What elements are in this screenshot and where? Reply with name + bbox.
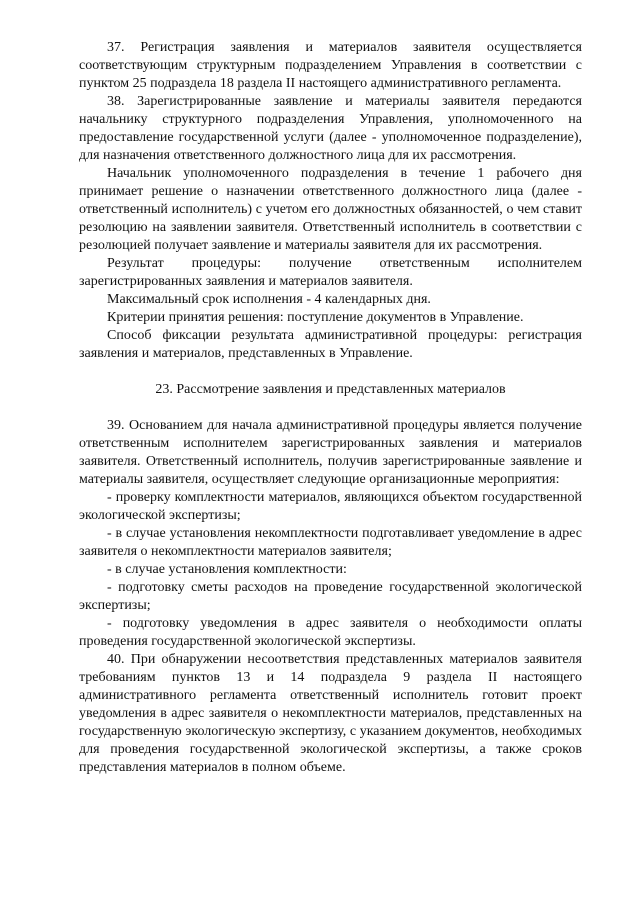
paragraph-38: 38. Зарегистрированные заявление и материалы заявителя передаются начальнику структурного подразделения Управления, уполномоченного на предоставление государственной услуги (далее - уполномоченное подразделение), для назначения ответственного должностного лица для их рассмотрения. bbox=[79, 94, 582, 163]
paragraph-37: 37. Регистрация заявления и материалов заявителя осуществляется соответствующим структурным подразделением Управления в соответствии с пунктом 25 подраздела 18 раздела II настоящего административного регламента. bbox=[79, 40, 582, 91]
list-item-check-completeness: - проверку комплектности материалов, являющихся объектом государственной экологической экспертизы; bbox=[79, 490, 582, 523]
paragraph-result-fixation: Способ фиксации результата административной процедуры: регистрация заявления и материалов, представленных в Управление. bbox=[79, 328, 582, 361]
list-item-cost-estimate: - подготовку сметы расходов на проведение государственной экологической экспертизы; bbox=[79, 580, 582, 613]
section-heading: 23. Рассмотрение заявления и представленных материалов bbox=[155, 382, 506, 397]
list-item-payment-notice: - подготовку уведомления в адрес заявителя о необходимости оплаты проведения государственной экологической экспертизы. bbox=[79, 616, 582, 649]
list-item-incompleteness-notice: - в случае установления некомплектности подготавливает уведомление в адрес заявителя о некомплектности материалов заявителя; bbox=[79, 526, 582, 559]
paragraph-39: 39. Основанием для начала административной процедуры является получение ответственным исполнителем зарегистрированных заявления и материалов заявителя. Ответственный исполнитель, получив зарегистрированные заявление и материалы заявителя, осуществляет следующие организационные мероприятия: bbox=[79, 418, 582, 487]
paragraph-head-decision: Начальник уполномоченного подразделения в течение 1 рабочего дня принимает решение о назначении ответственного должностного лица (далее - ответственный исполнитель) с учетом его должностных обязанностей, о чем ставит резолюцию на заявлении заявителя. Ответственный исполнитель в соответствии с резолюцией получает заявление и материалы заявителя для их рассмотрения. bbox=[79, 166, 582, 253]
paragraph-max-term: Максимальный срок исполнения - 4 календарных дня. bbox=[107, 292, 431, 307]
list-item-completeness: - в случае установления комплектности: bbox=[107, 562, 347, 577]
paragraph-40: 40. При обнаружении несоответствия представленных материалов заявителя требованиям пунктов 13 и 14 подраздела 9 раздела II настоящего административного регламента ответственный исполнитель готовит проект уведомления в адрес заявителя о некомплектности материалов, представленных на государственную экологическую экспертизу, с указанием документов, необходимых для проведения государственной экологической экспертизы, а также сроков представления материалов в полном объеме. bbox=[79, 652, 582, 775]
document-page bbox=[79, 39, 582, 777]
paragraph-decision-criteria: Критерии принятия решения: поступление документов в Управление. bbox=[107, 310, 524, 325]
paragraph-procedure-result: Результат процедуры: получение ответственным исполнителем зарегистрированных заявления и материалов заявителя. bbox=[79, 256, 582, 289]
